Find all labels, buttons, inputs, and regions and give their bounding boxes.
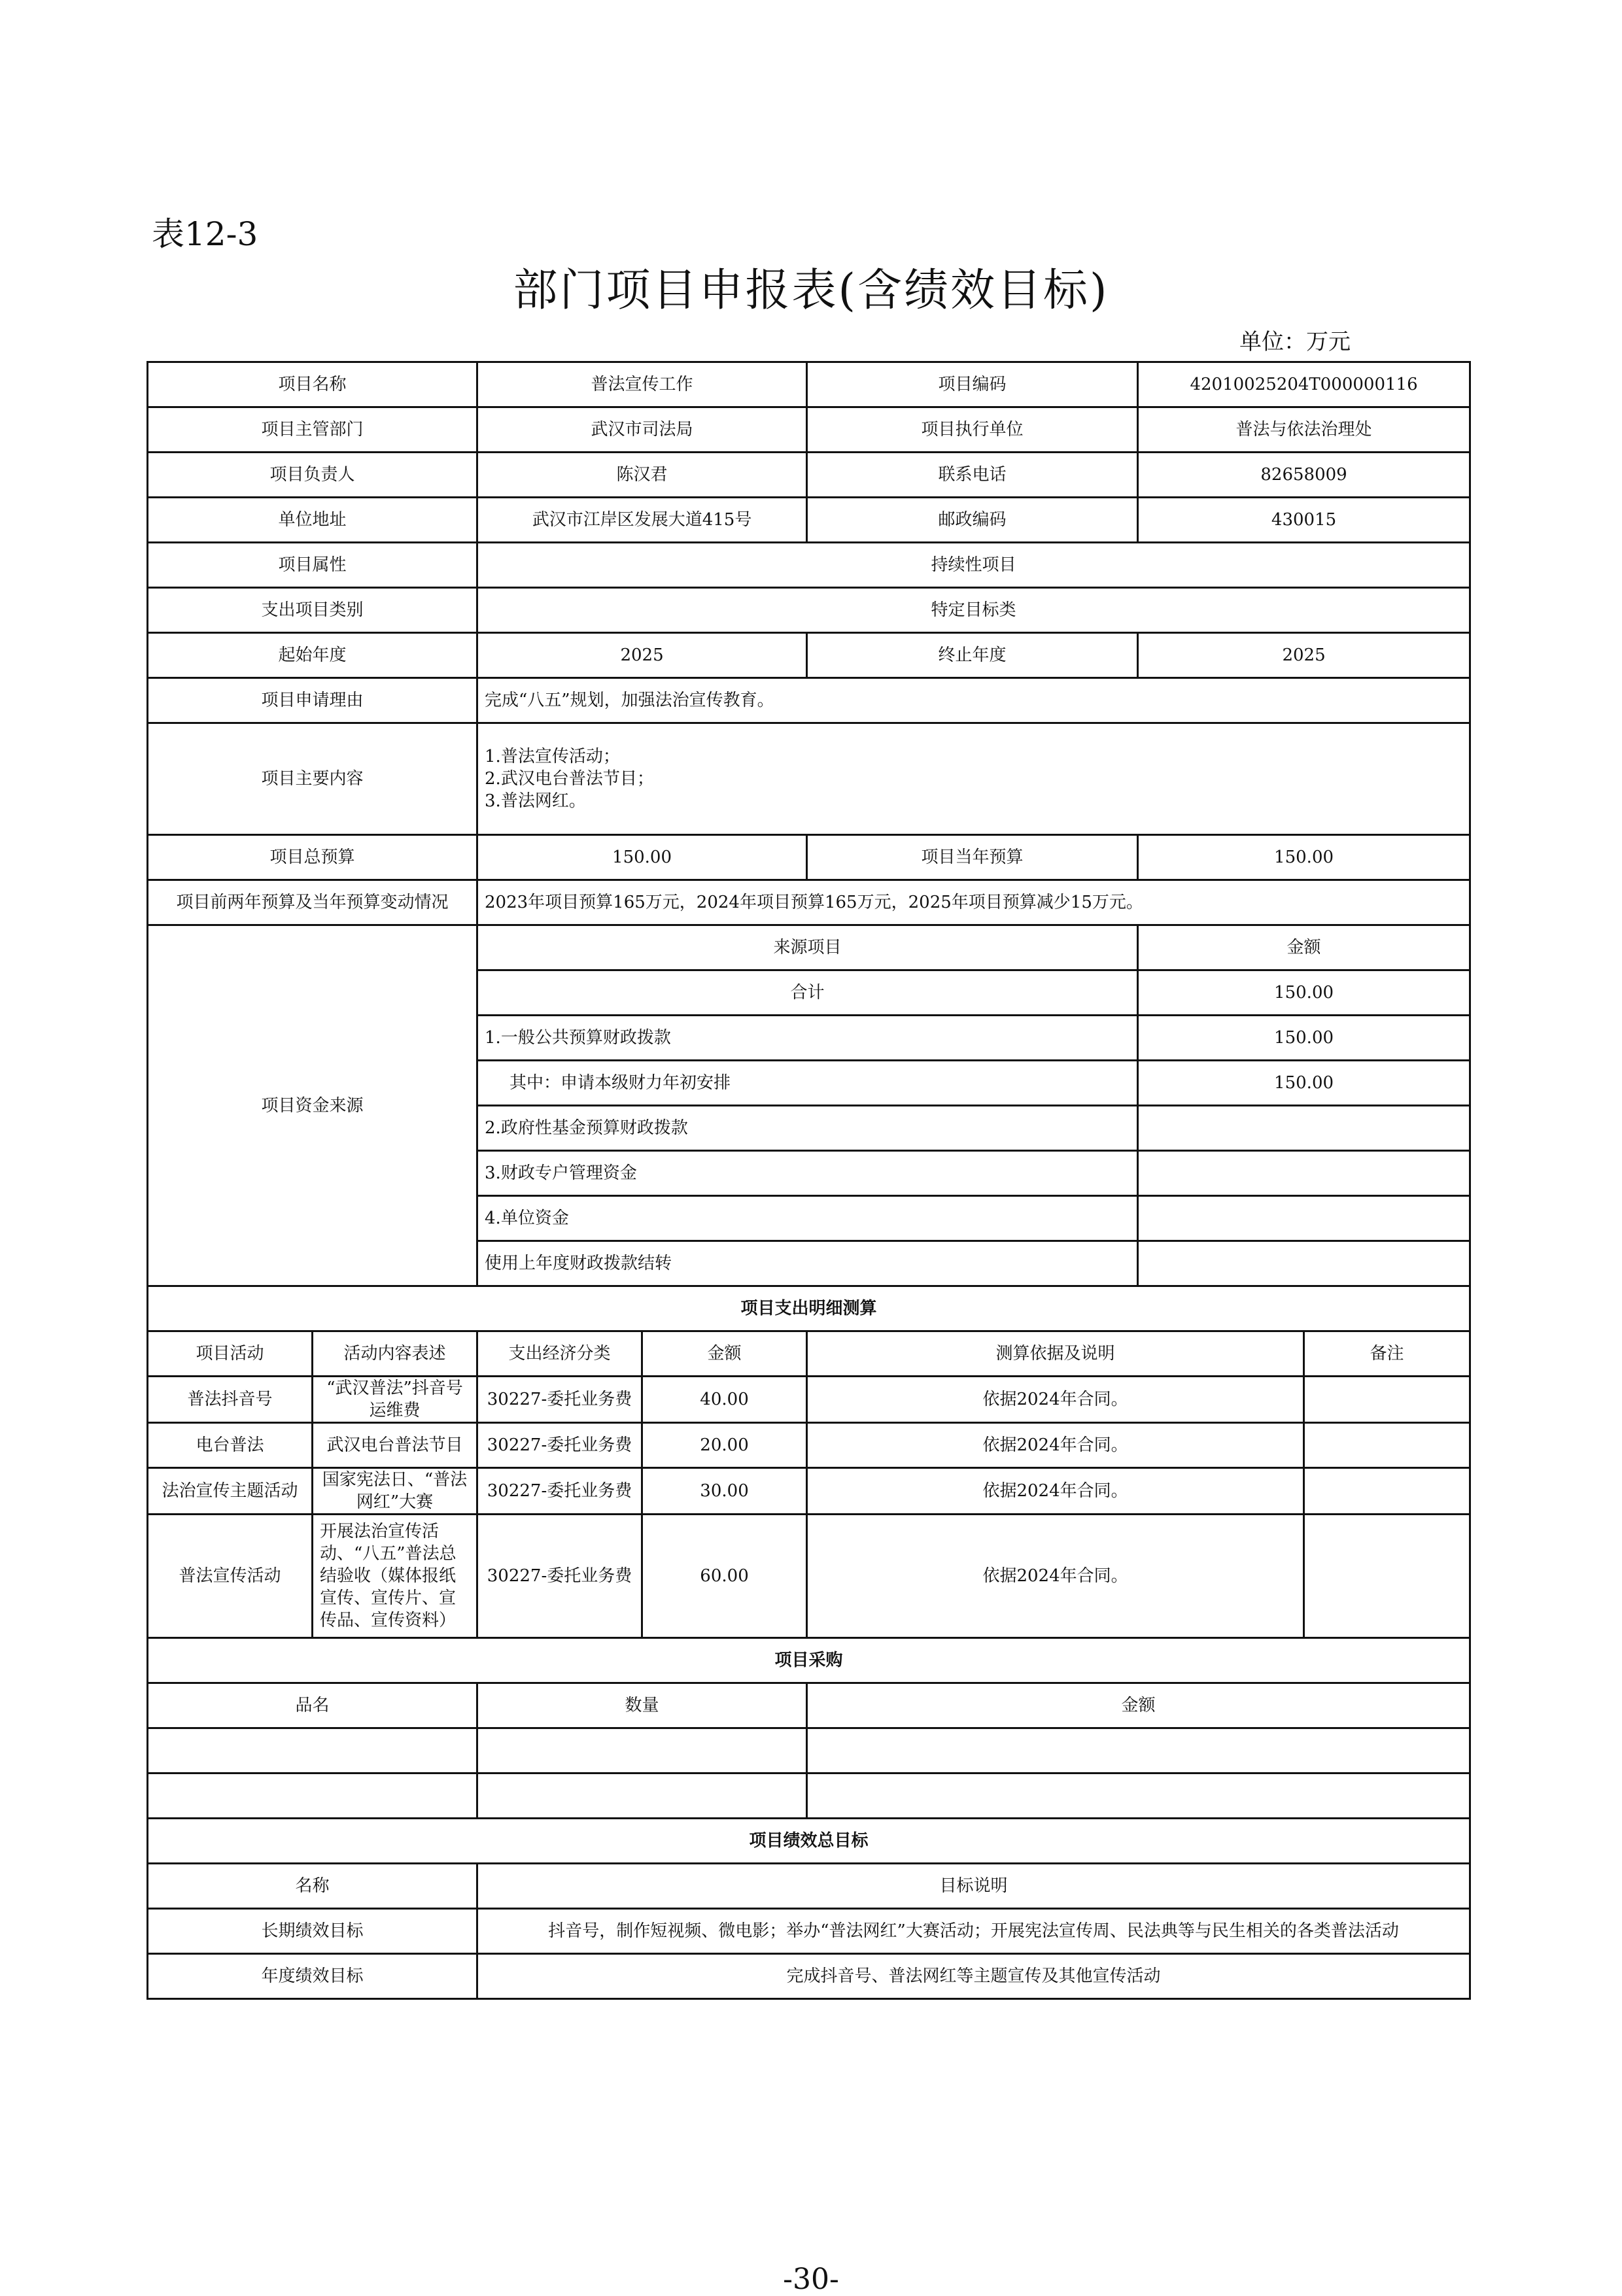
label-year-budget: 项目当年预算 (807, 835, 1138, 880)
label-phone: 联系电话 (807, 453, 1138, 498)
description-cell: 武汉电台普法节目 (313, 1423, 477, 1468)
funding-amount (1138, 1241, 1470, 1286)
value-project-name: 普法宣传工作 (477, 362, 807, 407)
funding-name: 合计 (477, 970, 1138, 1016)
activity-cell: 普法宣传活动 (148, 1515, 313, 1638)
label-end-year: 终止年度 (807, 633, 1138, 678)
basis-cell: 依据2024年合同。 (807, 1515, 1304, 1638)
procurement-section-title: 项目采购 (148, 1638, 1470, 1683)
procurement-header-row (148, 1683, 1470, 1728)
label-address: 单位地址 (148, 498, 477, 543)
value-address: 武汉市江岸区发展大道415号 (477, 498, 807, 543)
value-project-code: 42010025204T000000116 (1138, 362, 1470, 407)
class-cell: 30227-委托业务费 (477, 1515, 642, 1638)
column-header: 支出经济分类 (477, 1331, 642, 1377)
amount-cell: 20.00 (642, 1423, 807, 1468)
label-executing-unit: 项目执行单位 (807, 407, 1138, 453)
value-total-budget: 150.00 (477, 835, 807, 880)
label-start-year: 起始年度 (148, 633, 477, 678)
table-number: 表12-3 (152, 215, 258, 253)
label-budget-change: 项目前两年预算及当年预算变动情况 (148, 880, 477, 925)
activity-cell: 法治宣传主题活动 (148, 1468, 313, 1515)
performance-section-title: 项目绩效总目标 (148, 1819, 1470, 1864)
funding-amount (1138, 1106, 1470, 1151)
basis-cell: 依据2024年合同。 (807, 1377, 1304, 1423)
value-start-year: 2025 (477, 633, 807, 678)
project-form-table (147, 361, 1471, 2000)
activity-cell: 普法抖音号 (148, 1377, 313, 1423)
expenditure-header-row (148, 1331, 1470, 1377)
column-header: 金额 (807, 1683, 1470, 1728)
description-cell: 国家宪法日、“普法网红”大赛 (313, 1468, 477, 1515)
funding-name: 使用上年度财政拨款结转 (477, 1241, 1138, 1286)
column-header: 目标说明 (477, 1864, 1470, 1909)
funding-amount (1138, 1151, 1470, 1196)
class-cell: 30227-委托业务费 (477, 1468, 642, 1515)
section-procurement (148, 1638, 1470, 1683)
funding-name: 3.财政专户管理资金 (477, 1151, 1138, 1196)
row-attribute (148, 543, 1470, 588)
value-phone: 82658009 (1138, 453, 1470, 498)
label-zip: 邮政编码 (807, 498, 1138, 543)
label-attribute: 项目属性 (148, 543, 477, 588)
goal-desc-cell: 抖音号，制作短视频、微电影；举办“普法网红”大赛活动；开展宪法宣传周、民法典等与民生相关的各类普法活动 (477, 1909, 1470, 1954)
class-cell: 30227-委托业务费 (477, 1377, 642, 1423)
content-line: 2.武汉电台普法节目； (485, 769, 654, 789)
label-leader: 项目负责人 (148, 453, 477, 498)
row-reason (148, 678, 1470, 723)
performance-header-row (148, 1864, 1470, 1909)
description-cell: “武汉普法”抖音号运维费 (313, 1377, 477, 1423)
label-reason: 项目申请理由 (148, 678, 477, 723)
column-header: 项目活动 (148, 1331, 313, 1377)
section-performance (148, 1819, 1470, 1864)
goal-desc-cell: 完成抖音号、普法网红等主题宣传及其他宣传活动 (477, 1954, 1470, 1999)
value-zip: 430015 (1138, 498, 1470, 543)
label-total-budget: 项目总预算 (148, 835, 477, 880)
basis-cell: 依据2024年合同。 (807, 1468, 1304, 1515)
funding-name: 其中：申请本级财力年初安排 (477, 1061, 1138, 1106)
basis-cell: 依据2024年合同。 (807, 1423, 1304, 1468)
activity-cell: 电台普法 (148, 1423, 313, 1468)
funding-name: 4.单位资金 (477, 1196, 1138, 1241)
funding-amount: 150.00 (1138, 970, 1470, 1016)
note-cell (1304, 1423, 1470, 1468)
label-department: 项目主管部门 (148, 407, 477, 453)
note-cell (1304, 1377, 1470, 1423)
content-line: 3.普法网红。 (485, 791, 586, 811)
procurement-qty-cell (477, 1773, 807, 1819)
funding-name: 2.政府性基金预算财政拨款 (477, 1106, 1138, 1151)
row-content (148, 723, 1470, 835)
value-category: 特定目标类 (477, 588, 1470, 633)
label-category: 支出项目类别 (148, 588, 477, 633)
row-category (148, 588, 1470, 633)
funding-amount (1138, 1196, 1470, 1241)
column-header: 备注 (1304, 1331, 1470, 1377)
note-cell (1304, 1468, 1470, 1515)
class-cell: 30227-委托业务费 (477, 1423, 642, 1468)
amount-cell: 60.00 (642, 1515, 807, 1638)
procurement-amount-cell (807, 1728, 1470, 1773)
value-attribute: 持续性项目 (477, 543, 1470, 588)
label-content: 项目主要内容 (148, 723, 477, 835)
unit-label: 单位：万元 (1239, 329, 1351, 355)
funding-amount-header: 金额 (1138, 925, 1470, 970)
funding-source-header: 来源项目 (477, 925, 1138, 970)
description-cell: 开展法治宣传活动、“八五”普法总结验收（媒体报纸宣传、宣传片、宣传品、宣传资料） (313, 1515, 477, 1638)
column-header: 数量 (477, 1683, 807, 1728)
row-budget-change (148, 880, 1470, 925)
expenditure-section-title: 项目支出明细测算 (148, 1286, 1470, 1331)
procurement-item-cell (148, 1773, 477, 1819)
performance-row (148, 1954, 1470, 1999)
row-funding-header (148, 925, 1470, 970)
value-year-budget: 150.00 (1138, 835, 1470, 880)
column-header: 测算依据及说明 (807, 1331, 1304, 1377)
value-content (477, 723, 1470, 835)
amount-cell: 40.00 (642, 1377, 807, 1423)
goal-name-cell: 年度绩效目标 (148, 1954, 477, 1999)
column-header: 活动内容表述 (313, 1331, 477, 1377)
section-expenditure (148, 1286, 1470, 1331)
value-executing-unit: 普法与依法治理处 (1138, 407, 1470, 453)
procurement-row (148, 1728, 1470, 1773)
expenditure-row (148, 1468, 1470, 1515)
label-project-name: 项目名称 (148, 362, 477, 407)
funding-name: 1.一般公共预算财政拨款 (477, 1016, 1138, 1061)
value-department: 武汉市司法局 (477, 407, 807, 453)
page-title: 部门项目申报表(含绩效目标) (513, 265, 1109, 317)
row-address (148, 498, 1470, 543)
note-cell (1304, 1515, 1470, 1638)
performance-row (148, 1909, 1470, 1954)
procurement-amount-cell (807, 1773, 1470, 1819)
row-years (148, 633, 1470, 678)
funding-amount: 150.00 (1138, 1016, 1470, 1061)
row-budget (148, 835, 1470, 880)
expenditure-row (148, 1423, 1470, 1468)
row-leader (148, 453, 1470, 498)
funding-amount: 150.00 (1138, 1061, 1470, 1106)
procurement-row (148, 1773, 1470, 1819)
value-end-year: 2025 (1138, 633, 1470, 678)
label-funding-source: 项目资金来源 (148, 925, 477, 1286)
expenditure-row (148, 1377, 1470, 1423)
value-reason: 完成“八五”规划，加强法治宣传教育。 (477, 678, 1470, 723)
row-project-name (148, 362, 1470, 407)
column-header: 名称 (148, 1864, 477, 1909)
expenditure-row (148, 1515, 1470, 1638)
content-line: 1.普法宣传活动； (485, 747, 620, 766)
procurement-item-cell (148, 1728, 477, 1773)
value-budget-change: 2023年项目预算165万元，2024年项目预算165万元，2025年项目预算减少15万元。 (477, 880, 1470, 925)
procurement-qty-cell (477, 1728, 807, 1773)
page-number: -30- (783, 2263, 839, 2296)
goal-name-cell: 长期绩效目标 (148, 1909, 477, 1954)
column-header: 品名 (148, 1683, 477, 1728)
amount-cell: 30.00 (642, 1468, 807, 1515)
row-department (148, 407, 1470, 453)
column-header: 金额 (642, 1331, 807, 1377)
value-leader: 陈汉君 (477, 453, 807, 498)
label-project-code: 项目编码 (807, 362, 1138, 407)
